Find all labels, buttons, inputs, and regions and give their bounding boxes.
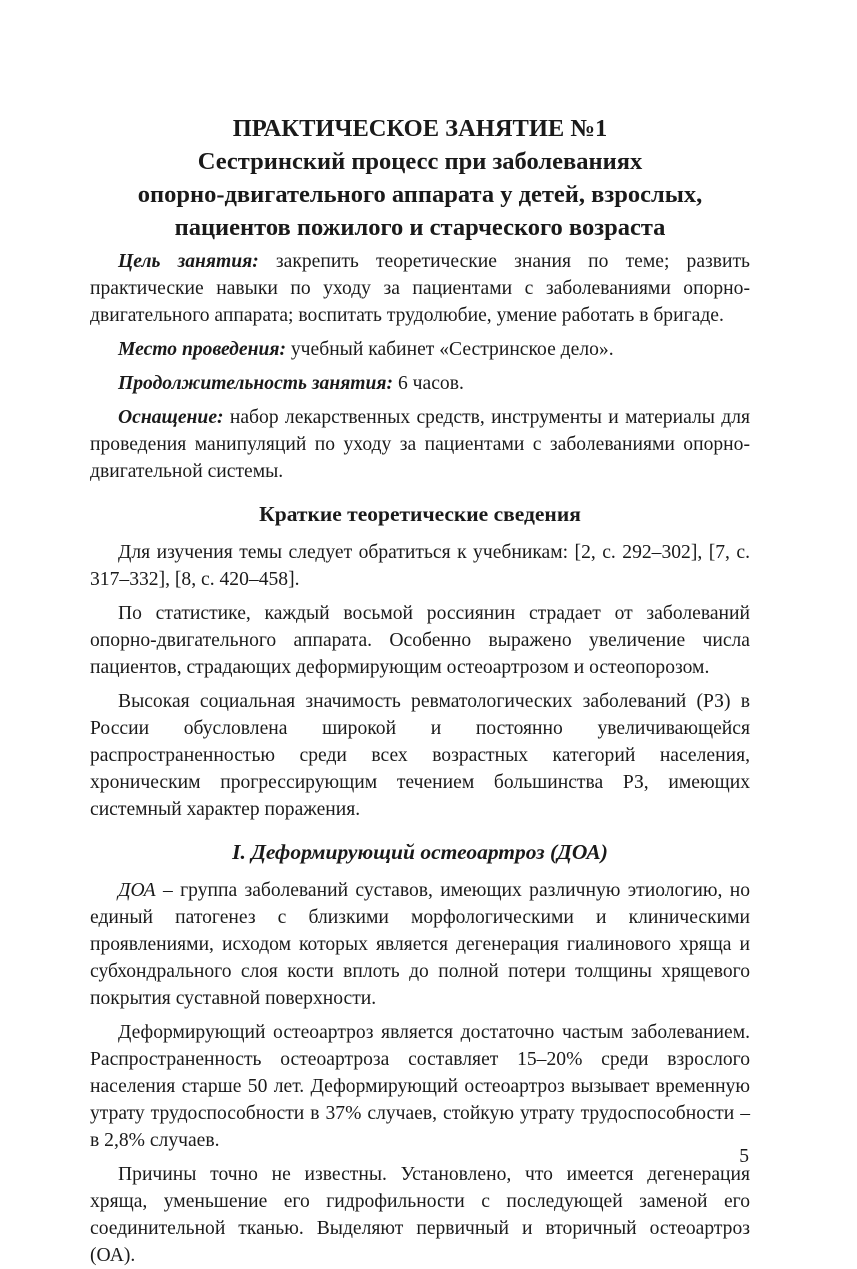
- doa-definition-text: – группа заболеваний суставов, имеющих различную этиологию, но единый патогенез с близкими морфологическими и клиническими проявлениями, исходом которых является дегенерация гиалинового хряща и субхондрального слоя кости вплоть до полной потери толщины хрящевого покрытия суставной поверхности.: [90, 880, 750, 1009]
- page-number: 5: [739, 1146, 749, 1167]
- doa-term: ДОА: [118, 880, 156, 901]
- title-line-3: опорно-двигательного аппарата у детей, взрослых,: [137, 181, 703, 208]
- page-body: [90, 112, 750, 1269]
- doa-causes-paragraph: Причины точно не известны. Установлено, что имеется дегенерация хряща, уменьшение его гидрофильности с последующей заменой его соединительной тканью. Выделяют первичный и вторичный остеоартроз (ОА).: [90, 1164, 750, 1266]
- theory-paragraph-3: Высокая социальная значимость ревматологических заболеваний (РЗ) в России обусловлена широкой и постоянно увеличивающейся распространенностью среди всех возрастных категорий населения, хроническим прогрессирующим течением большинства РЗ, имеющих системный характер поражения.: [90, 691, 750, 820]
- title-line-2: Сестринский процесс при заболеваниях: [197, 148, 643, 175]
- goal-paragraph: [90, 248, 750, 329]
- doa-prevalence-paragraph: Деформирующий остеоартроз является достаточно частым заболеванием. Распространенность остеоартроза составляет 15–20% среди взрослого населения старше 50 лет. Деформирующий остеоартроз вызывает временную утрату трудоспособности в 37% случаев, стойкую утрату трудоспособности – в 2,8% случаев.: [90, 1022, 750, 1151]
- equipment-label: Оснащение:: [118, 407, 224, 428]
- title-line-1: ПРАКТИЧЕСКОЕ ЗАНЯТИЕ №1: [232, 115, 608, 142]
- place-paragraph: [90, 336, 750, 363]
- place-text: учебный кабинет «Сестринское дело».: [285, 339, 614, 360]
- theory-heading: Краткие теоретические сведения: [259, 502, 581, 526]
- lesson-title: [90, 112, 750, 244]
- doa-definition-paragraph: [90, 877, 750, 1012]
- duration-paragraph: [90, 370, 750, 397]
- goal-text: закрепить теоретические знания по теме; развить практические навыки по уходу за пациентами с заболеваниями опорно-двигательного аппарата; воспитать трудолюбие, умение работать в бригаде.: [90, 251, 750, 326]
- equipment-paragraph: [90, 404, 750, 485]
- theory-paragraph-2: По статистике, каждый восьмой россиянин страдает от заболеваний опорно-двигательного аппарата. Особенно выражено увеличение числа пациентов, страдающих деформирующим остеоартрозом и остеопорозом.: [90, 603, 750, 678]
- equipment-text: набор лекарственных средств, инструменты и материалы для проведения манипуляций по уходу за пациентами с заболеваниями опорно-двигательной системы.: [90, 407, 750, 482]
- section-heading-doa: I. Деформирующий остеоартроз (ДОА): [232, 840, 608, 864]
- goal-label: Цель занятия:: [118, 251, 259, 272]
- title-line-4: пациентов пожилого и старческого возраста: [174, 214, 666, 241]
- theory-paragraph-1: Для изучения темы следует обратиться к учебникам: [2, с. 292–302], [7, с. 317–332], [8, с. 420–458].: [90, 542, 750, 590]
- duration-text: 6 часов.: [393, 373, 464, 394]
- duration-label: Продолжительность занятия:: [118, 373, 394, 394]
- place-label: Место проведения:: [118, 339, 286, 360]
